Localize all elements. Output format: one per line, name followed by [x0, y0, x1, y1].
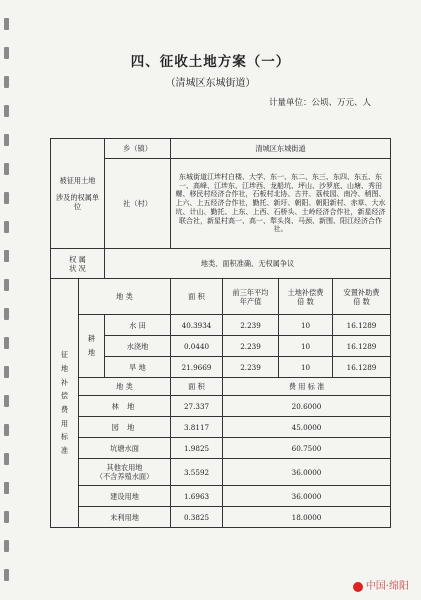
table-row	[51, 396, 391, 417]
other-land-standard: 20.6000	[223, 396, 391, 417]
cultivated-avg: 2.239	[223, 336, 279, 357]
other-land-name	[79, 459, 171, 486]
other-land-name: 园 地	[79, 417, 171, 438]
binding-hole-icon	[4, 482, 9, 494]
status-label-line2: 状 况	[69, 263, 86, 273]
binding-holes	[4, 0, 14, 600]
binding-hole-icon	[4, 105, 9, 117]
cultivated-area: 0.0440	[171, 336, 223, 357]
watermark-text: 中国·绵阳	[365, 581, 409, 592]
other-land-name-line1: 其他农用地	[106, 463, 143, 472]
section-label-char: 补	[60, 377, 69, 387]
header-resettle-multiple	[333, 279, 391, 315]
header-land-line2: 倍 数	[297, 296, 314, 306]
binding-hole-icon	[4, 511, 9, 523]
status-value: 地类、面积准确、无权属争议	[105, 249, 391, 279]
binding-hole-icon	[4, 395, 9, 407]
header-resettle-line2: 倍 数	[353, 296, 370, 306]
header-land-multiple	[279, 279, 333, 315]
section-label-char: 征	[60, 350, 69, 360]
binding-hole-icon	[4, 250, 9, 262]
other-header-area: 面 积	[171, 378, 223, 396]
cultivated-area: 21.9669	[171, 357, 223, 378]
header-avg-line2: 年产值	[239, 296, 262, 306]
status-label-line1: 权 属	[69, 254, 86, 264]
section-label-char: 用	[60, 418, 69, 428]
other-land-area: 27.337	[171, 396, 223, 417]
table-row	[51, 486, 391, 507]
cultivated-resettle: 16.1289	[333, 357, 391, 378]
other-land-name-line2: （不含养殖水面）	[95, 472, 154, 481]
ownership-label-line1: 被征用土地	[59, 176, 96, 185]
binding-hole-icon	[4, 569, 9, 581]
cultivated-land-multiple: 10	[279, 315, 333, 336]
other-land-standard: 36.0000	[223, 459, 391, 486]
emblem-icon	[353, 582, 363, 592]
header-resettle-line1: 安置补助费	[343, 287, 380, 297]
table-row	[51, 507, 391, 528]
binding-hole-icon	[4, 424, 9, 436]
binding-hole-icon	[4, 134, 9, 146]
table-row	[51, 417, 391, 438]
section-label-char: 标	[60, 432, 69, 442]
watermark	[353, 577, 409, 592]
other-header-category: 地 类	[79, 378, 171, 396]
other-land-area: 0.3825	[171, 507, 223, 528]
other-land-standard: 60.7500	[223, 438, 391, 459]
cultivated-land-multiple: 10	[279, 357, 333, 378]
cultivated-label	[79, 315, 105, 378]
table-row	[51, 249, 391, 279]
section-label-char: 准	[60, 446, 69, 456]
header-land-line1: 土地补偿费	[287, 287, 324, 297]
binding-hole-icon	[4, 18, 9, 30]
compensation-section-label	[51, 279, 79, 528]
ownership-section-label	[51, 139, 105, 249]
binding-hole-icon	[4, 366, 9, 378]
other-land-name: 坑塘水面	[79, 438, 171, 459]
table-row	[51, 438, 391, 459]
town-value: 清城区东城街道	[171, 139, 391, 159]
other-land-area: 3.5592	[171, 459, 223, 486]
binding-hole-icon	[4, 308, 9, 320]
header-avg-output	[223, 279, 279, 315]
measurement-unit: 计量单位：公顷、万元、人	[268, 98, 371, 108]
table-row	[51, 378, 391, 396]
ownership-label-line2: 涉及的权属单位	[55, 193, 100, 211]
other-land-area: 3.8117	[171, 417, 223, 438]
other-header-standard: 费 用 标 准	[223, 378, 391, 396]
other-land-name: 建设用地	[79, 486, 171, 507]
cultivated-name: 水 田	[105, 315, 171, 336]
other-land-standard: 36.0000	[223, 486, 391, 507]
table-row	[51, 139, 391, 159]
town-label: 乡（镇）	[105, 139, 171, 159]
section-label-char: 费	[60, 405, 69, 414]
cultivated-avg: 2.239	[223, 315, 279, 336]
binding-hole-icon	[4, 163, 9, 175]
land-acquisition-table	[50, 138, 391, 528]
village-list: 东城街道江埗村白楼、大学、东一、东二、东三、东四、东五、东一、高峰、江埗东、江埗西、龙船坑、坪山、沙罗底、山塘、秀田螺、移民村经济合作社，石板村北协、古井、荔枝园、南冷、稍图、上六、上五经济合作社，勤托、新圩、朝阳、朝阳新村、赤草、大水坑、计山、勤托、上东、上西、石桥头、土岭经济合作社，新星经济联合社，新星村高一、高一、犁头岗、马颈、新围、阳江经济合作社。	[171, 159, 391, 249]
section-label-char: 偿	[60, 391, 69, 401]
other-land-standard: 45.0000	[223, 417, 391, 438]
other-land-area: 1.6963	[171, 486, 223, 507]
header-category: 地 类	[79, 279, 171, 315]
cultivated-land-multiple: 10	[279, 336, 333, 357]
binding-hole-icon	[4, 337, 9, 349]
table-row	[51, 459, 391, 486]
section-label-char: 地	[60, 363, 69, 373]
village-label: 社（村）	[105, 159, 171, 249]
document-subtitle: （清城区东城街道）	[165, 78, 256, 89]
binding-hole-icon	[4, 279, 9, 291]
cultivated-name: 水浇地	[105, 336, 171, 357]
cultivated-area: 40.3934	[171, 315, 223, 336]
table-row	[51, 315, 391, 336]
binding-hole-icon	[4, 221, 9, 233]
header-avg-line1: 前三年平均	[232, 287, 269, 297]
other-land-area: 1.9825	[171, 438, 223, 459]
binding-hole-icon	[4, 453, 9, 465]
other-land-standard: 18.0000	[223, 507, 391, 528]
cultivated-avg: 2.239	[223, 357, 279, 378]
binding-hole-icon	[4, 192, 9, 204]
other-land-name: 未利用地	[79, 507, 171, 528]
table-row	[51, 279, 391, 315]
document-title: 四、征收土地方案（一）	[130, 54, 291, 70]
cultivated-resettle: 16.1289	[333, 315, 391, 336]
cultivated-label-char: 地	[87, 348, 96, 357]
header-area: 面 积	[171, 279, 223, 315]
cultivated-resettle: 16.1289	[333, 336, 391, 357]
other-land-name: 林 地	[79, 396, 171, 417]
status-label	[51, 249, 105, 279]
cultivated-name: 旱 地	[105, 357, 171, 378]
binding-hole-icon	[4, 540, 9, 552]
cultivated-label-char: 耕	[87, 334, 96, 344]
